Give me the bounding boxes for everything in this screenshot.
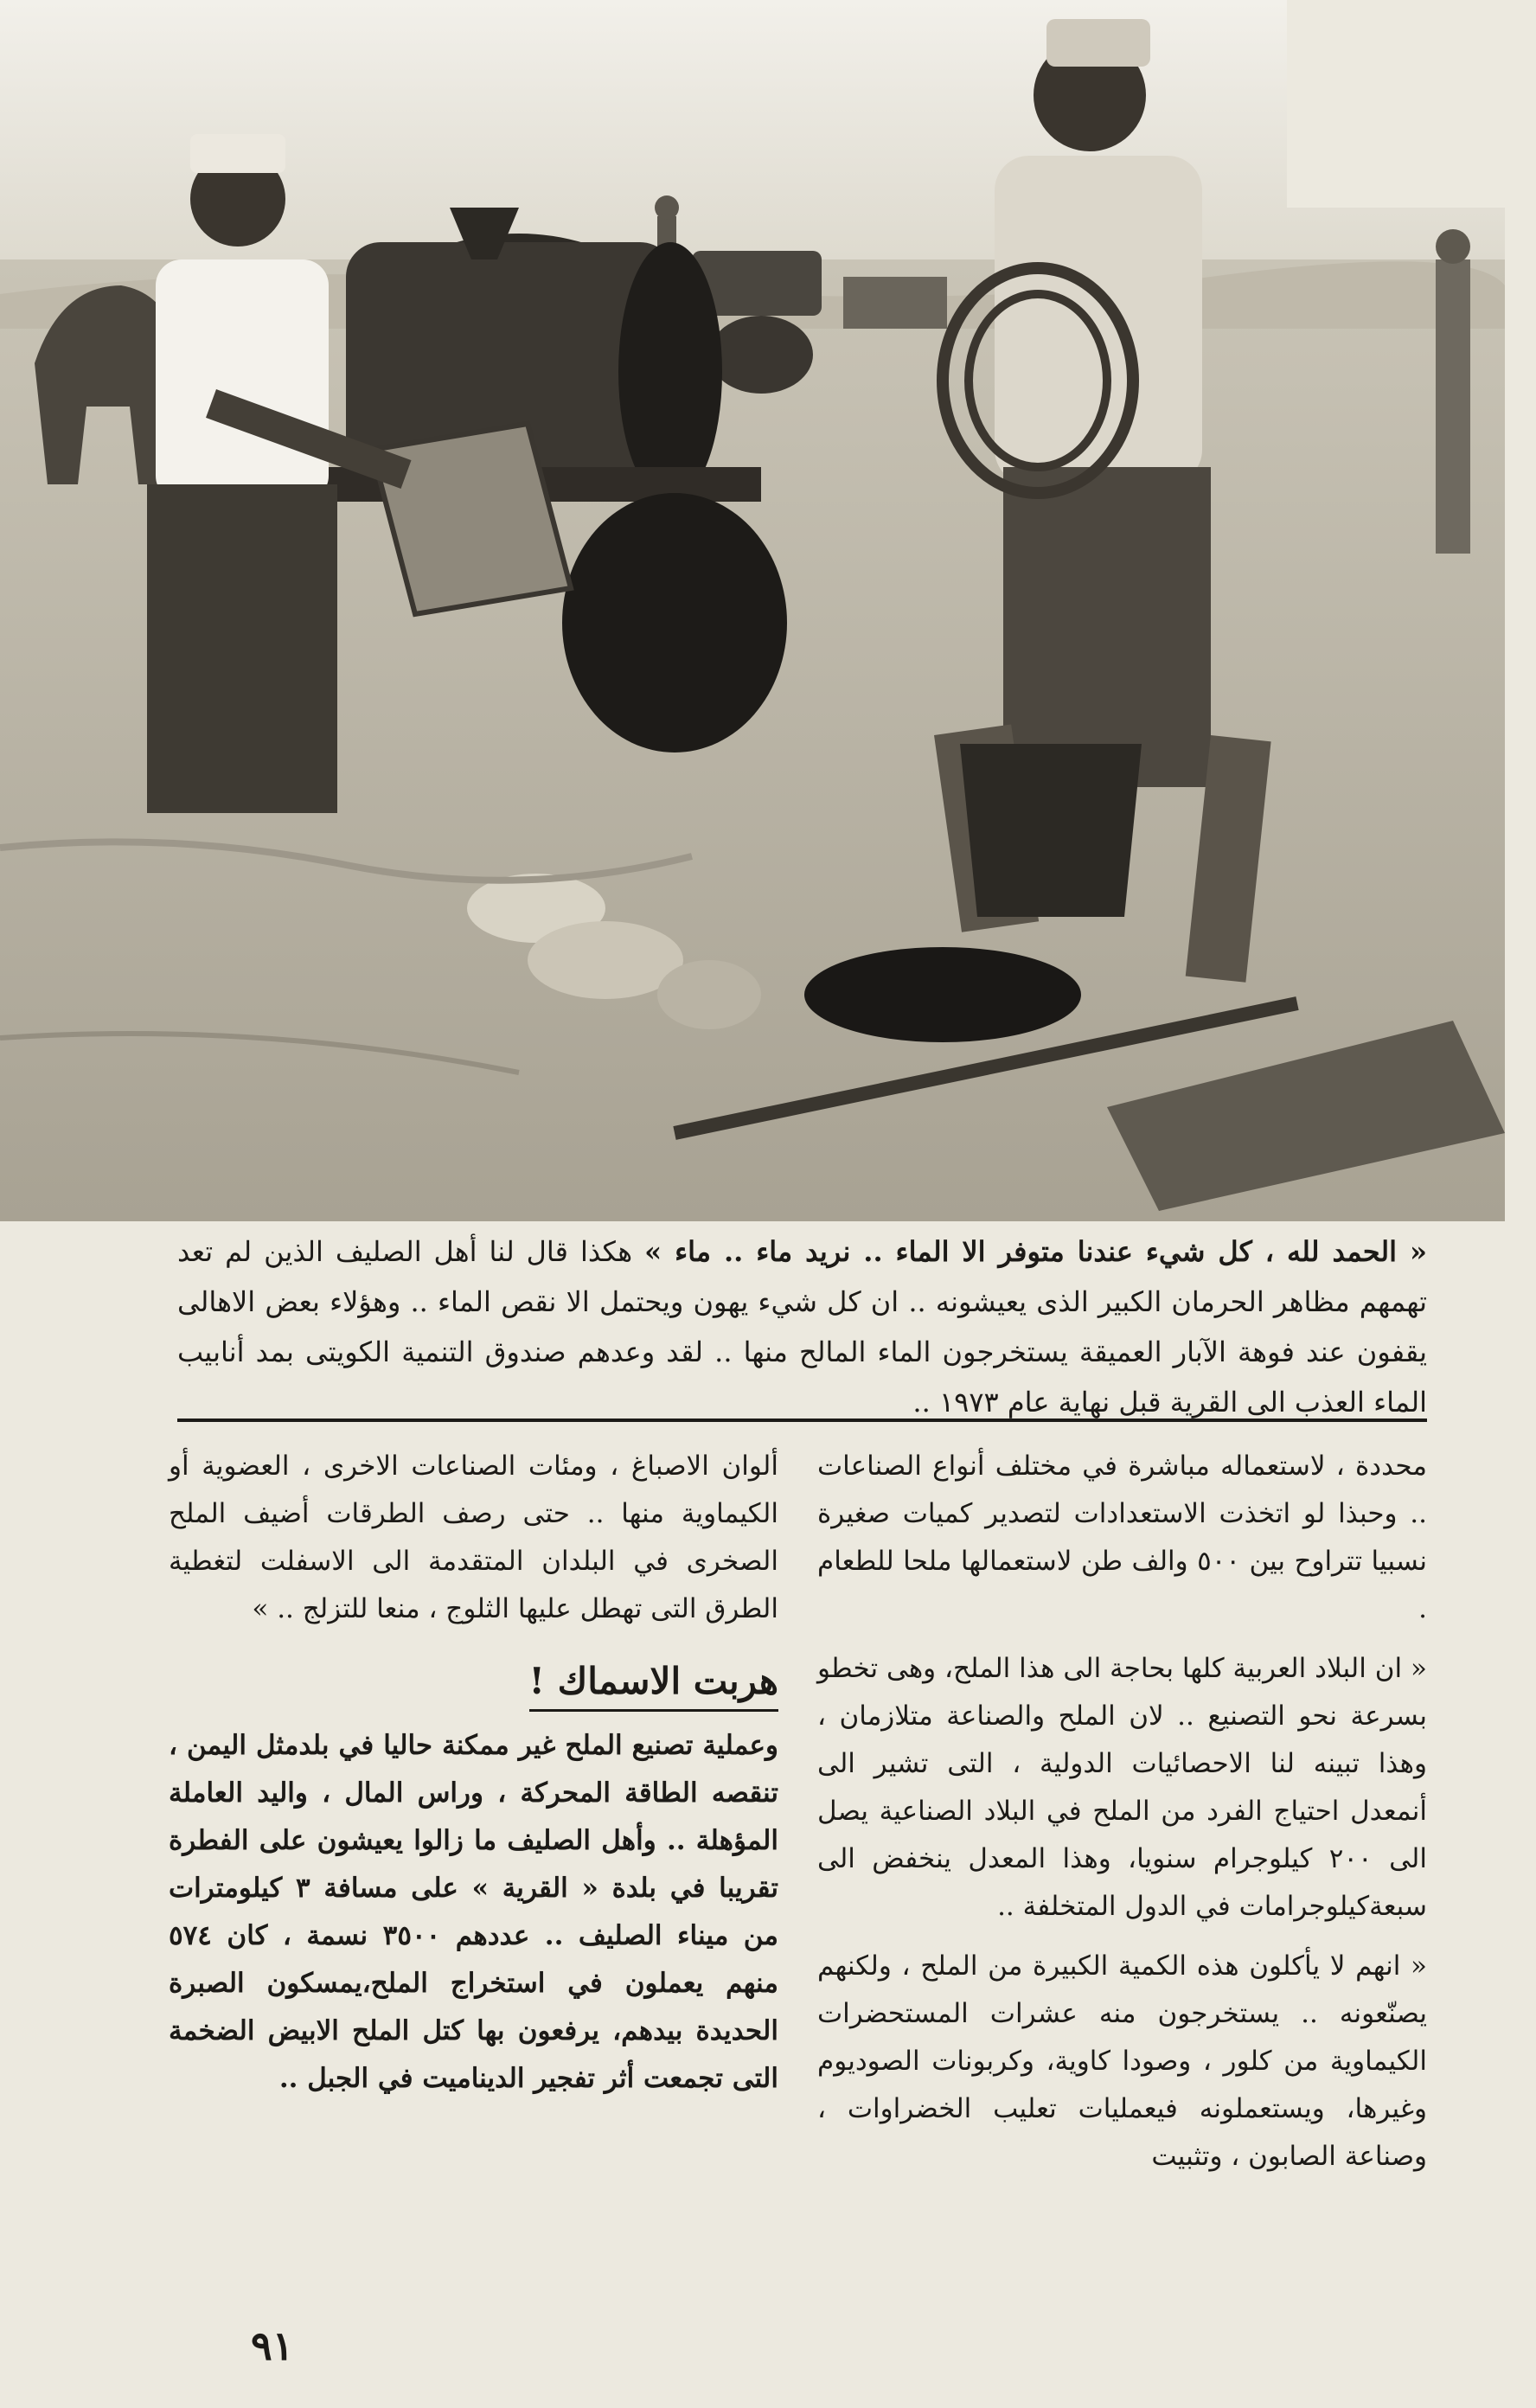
section-divider bbox=[177, 1419, 1427, 1422]
paragraph: ألوان الاصباغ ، ومئات الصناعات الاخرى ، العضوية أو الكيماوية منها .. حتى رصف الطرقات أضيف الملح الصخرى في البلدان المتقدمة الى الاسفلت لتغطية الطرق التى تهطل عليها الثلوج ، منعا للتزلج .. » bbox=[169, 1451, 778, 1624]
section-heading-text: هربت الاسماك ! bbox=[529, 1656, 778, 1712]
page-number: ٩١ bbox=[251, 2322, 294, 2369]
paragraph: « انهم لا يأكلون هذه الكمية الكبيرة من الملح ، ولكنهم يصنّعونه .. يستخرجون منه عشرات المستحضرات الكيماوية من كلور ، وصودا كاوية، وكربونات الصوديوم وغيرها، ويستعملونه فيعمليات تعليب الخضراوات ، وصناعة الصابون ، وتثبيت bbox=[817, 1950, 1427, 2172]
photo-caption bbox=[177, 1226, 1427, 1427]
left-column bbox=[169, 1443, 778, 2103]
photo-corner bbox=[1287, 0, 1536, 208]
paragraph: محددة ، لاستعماله مباشرة في مختلف أنواع الصناعات .. وحبذا لو اتخذت الاستعدادات لتصدير كميات صغيرة نسبيا تتراوح بين ٥٠٠ والف طن لاستعمالها ملحا للطعام . bbox=[817, 1451, 1427, 1624]
caption-quote: « الحمد لله ، كل شيء عندنا متوفر الا الماء .. نريد ماء .. ماء » bbox=[644, 1235, 1428, 1268]
caption-text: هكذا قال لنا أهل الصليف الذين لم تعد تهمهم مظاهر الحرمان الكبير الذى يعيشونه .. ان كل شيء يهون ويحتمل الا نقص الماء .. وهؤلاء بعض الاهالى يقفون عند فوهة الآبار العميقة يستخرجون الماء المالح منها .. لقد وعدهم صندوق التنمية الكويتى بمد أنابيب الماء العذب الى القرية قبل نهاية عام ١٩٧٣ .. bbox=[177, 1235, 1427, 1419]
section-heading bbox=[169, 1656, 778, 1712]
paragraph: « ان البلاد العربية كلها بحاجة الى هذا الملح، وهى تخطو بسرعة نحو التصنيع .. لان الملح والصناعة متلازمان ، وهذا تبينه لنا الاحصائيات الدولية ، التى تشير الى أنمعدل احتياج الفرد من الملح في البلاد الصناعية يصل الى ٢٠٠ كيلوجرام سنويا، وهذا المعدل ينخفض الى سبعةكيلوجرامات في الدول المتخلفة .. bbox=[817, 1653, 1427, 1922]
photograph bbox=[0, 0, 1505, 1221]
right-column bbox=[817, 1443, 1427, 2181]
paragraph: وعملية تصنيع الملح غير ممكنة حاليا في بلدمثل اليمن ، تنقصه الطاقة المحركة ، وراس المال ، واليد العاملة المؤهلة .. وأهل الصليف ما زالوا يعيشون على الفطرة تقريبا في بلدة « القرية » على مسافة ٣ كيلومترات من ميناء الصليف .. عددهم ٣٥٠٠ نسمة ، كان ٥٧٤ منهم يعملون في استخراج الملح،يمسكون الصبرة الحديدة بيدهم، يرفعون بها كتل الملح الابيض الضخمة التى تجمعت أثر تفجير الديناميت في الجبل .. bbox=[169, 1730, 778, 2094]
